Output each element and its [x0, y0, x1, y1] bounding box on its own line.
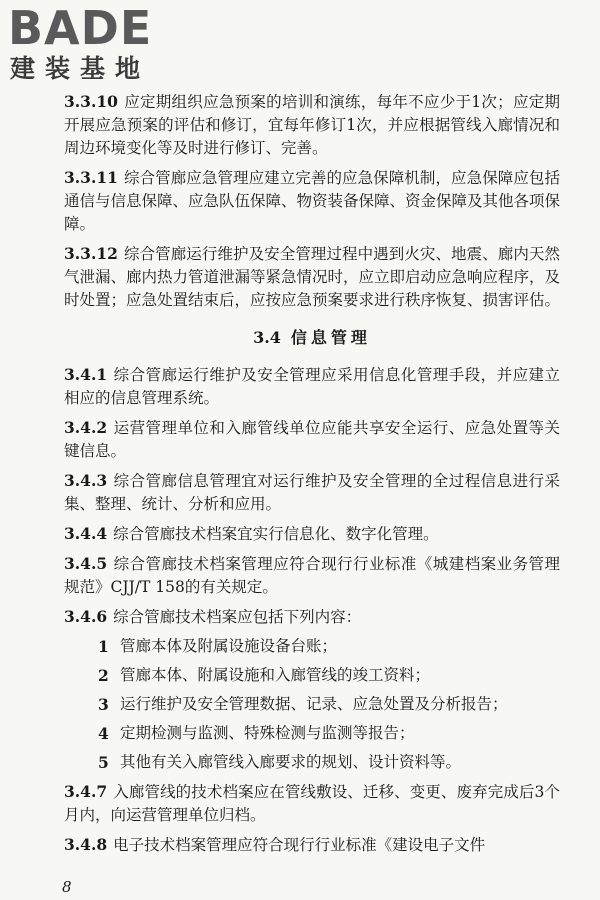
- clause-text: 运营管理单位和入廊管线单位应能共享安全运行、应急处置等关键信息。: [64, 419, 560, 460]
- list-item: [64, 751, 560, 774]
- document-body: [64, 90, 560, 863]
- list-item-number: 4: [98, 724, 109, 743]
- clause-number: 3.4.8: [64, 835, 108, 854]
- clause-3-4-4: [64, 522, 560, 546]
- clause-3-4-1: [64, 363, 560, 410]
- clause-number: 3.3.12: [64, 244, 118, 263]
- clause-number: 3.4.2: [64, 418, 108, 437]
- list-item: [64, 635, 560, 658]
- clause-number: 3.4.4: [64, 524, 108, 543]
- clause-text: 综合管廊技术档案管理应符合现行行业标准《城建档案业务管理规范》CJJ/T 158的有关规定。: [64, 555, 560, 596]
- list-item: [64, 722, 560, 745]
- list-item: [64, 693, 560, 716]
- list-item: [64, 664, 560, 687]
- clause-3-3-12: [64, 242, 560, 312]
- clause-text: 综合管廊运行维护及安全管理过程中遇到火灾、地震、廊内天然气泄漏、廊内热力管道泄漏等紧急情况时，应立即启动应急响应程序，及时处置；应急处置结束后，应按应急预案要求进行秩序恢复、损害评估。: [64, 245, 561, 309]
- bade-logo: [8, 1, 178, 88]
- section-number: 3.4: [253, 328, 281, 347]
- clause-text: 综合管廊技术档案应包括下列内容：: [113, 608, 362, 626]
- section-title: 信息管理: [290, 328, 371, 347]
- clause-text: 应定期组织应急预案的培训和演练，每年不应少于1次；应定期开展应急预案的评估和修订，宜每年修订1次，并应根据管线入廊情况和周边环境变化等及时进行修订、完善。: [64, 93, 560, 157]
- clause-number: 3.4.3: [64, 471, 108, 490]
- logo-subtitle: 建装基地: [10, 54, 151, 83]
- clause-text: 综合管廊技术档案宜实行信息化、数字化管理。: [113, 525, 439, 543]
- clause-3-3-10: [64, 90, 560, 160]
- clause-text: 综合管廊运行维护及安全管理应采用信息化管理手段，并应建立相应的信息管理系统。: [64, 366, 560, 407]
- logo-wordmark: BADE: [8, 1, 153, 55]
- clause-3-4-5: [64, 552, 560, 599]
- clause-text: 综合管廊应急管理应建立完善的应急保障机制，应急保障应包括通信与信息保障、应急队伍保障、物资装备保障、资金保障及其他各项保障。: [64, 169, 561, 233]
- clause-number: 3.4.7: [64, 782, 108, 801]
- clause-number: 3.4.5: [64, 554, 108, 573]
- clause-3-4-7: [64, 780, 560, 827]
- clause-3-4-6: [64, 605, 560, 629]
- list-item-text: 运行维护及安全管理数据、记录、应急处置及分析报告；: [120, 695, 508, 713]
- clause-3-4-2: [64, 416, 560, 463]
- clause-text: 综合管廊信息管理宜对运行维护及安全管理的全过程信息进行采集、整理、统计、分析和应用。: [64, 472, 560, 513]
- page-number: 8: [62, 878, 72, 896]
- clause-3-4-8: [64, 833, 560, 857]
- list-item-text: 管廊本体、附属设施和入廊管线的竣工资料；: [120, 666, 431, 684]
- list-item-number: 2: [98, 666, 109, 685]
- list-item-text: 管廊本体及附属设施设备台账；: [120, 637, 338, 655]
- list-item-number: 1: [98, 637, 109, 656]
- clause-text: 电子技术档案管理应符合现行行业标准《建设电子文件: [113, 836, 486, 854]
- clause-number: 3.3.11: [64, 168, 118, 187]
- list-item-text: 其他有关入廊管线入廊要求的规划、设计资料等。: [120, 753, 462, 771]
- list-item-number: 3: [98, 695, 109, 714]
- clause-number: 3.3.10: [64, 92, 118, 111]
- list-item-number: 5: [98, 753, 109, 772]
- section-heading: [64, 326, 560, 349]
- clause-3-4-3: [64, 469, 560, 516]
- clause-number: 3.4.6: [64, 607, 108, 626]
- clause-text: 入廊管线的技术档案应在管线敷设、迁移、变更、废弃完成后3个月内，向运营管理单位归档。: [64, 783, 560, 824]
- clause-number: 3.4.1: [64, 365, 108, 384]
- list-item-text: 定期检测与监测、特殊检测与监测等报告；: [120, 724, 415, 742]
- clause-3-3-11: [64, 166, 560, 236]
